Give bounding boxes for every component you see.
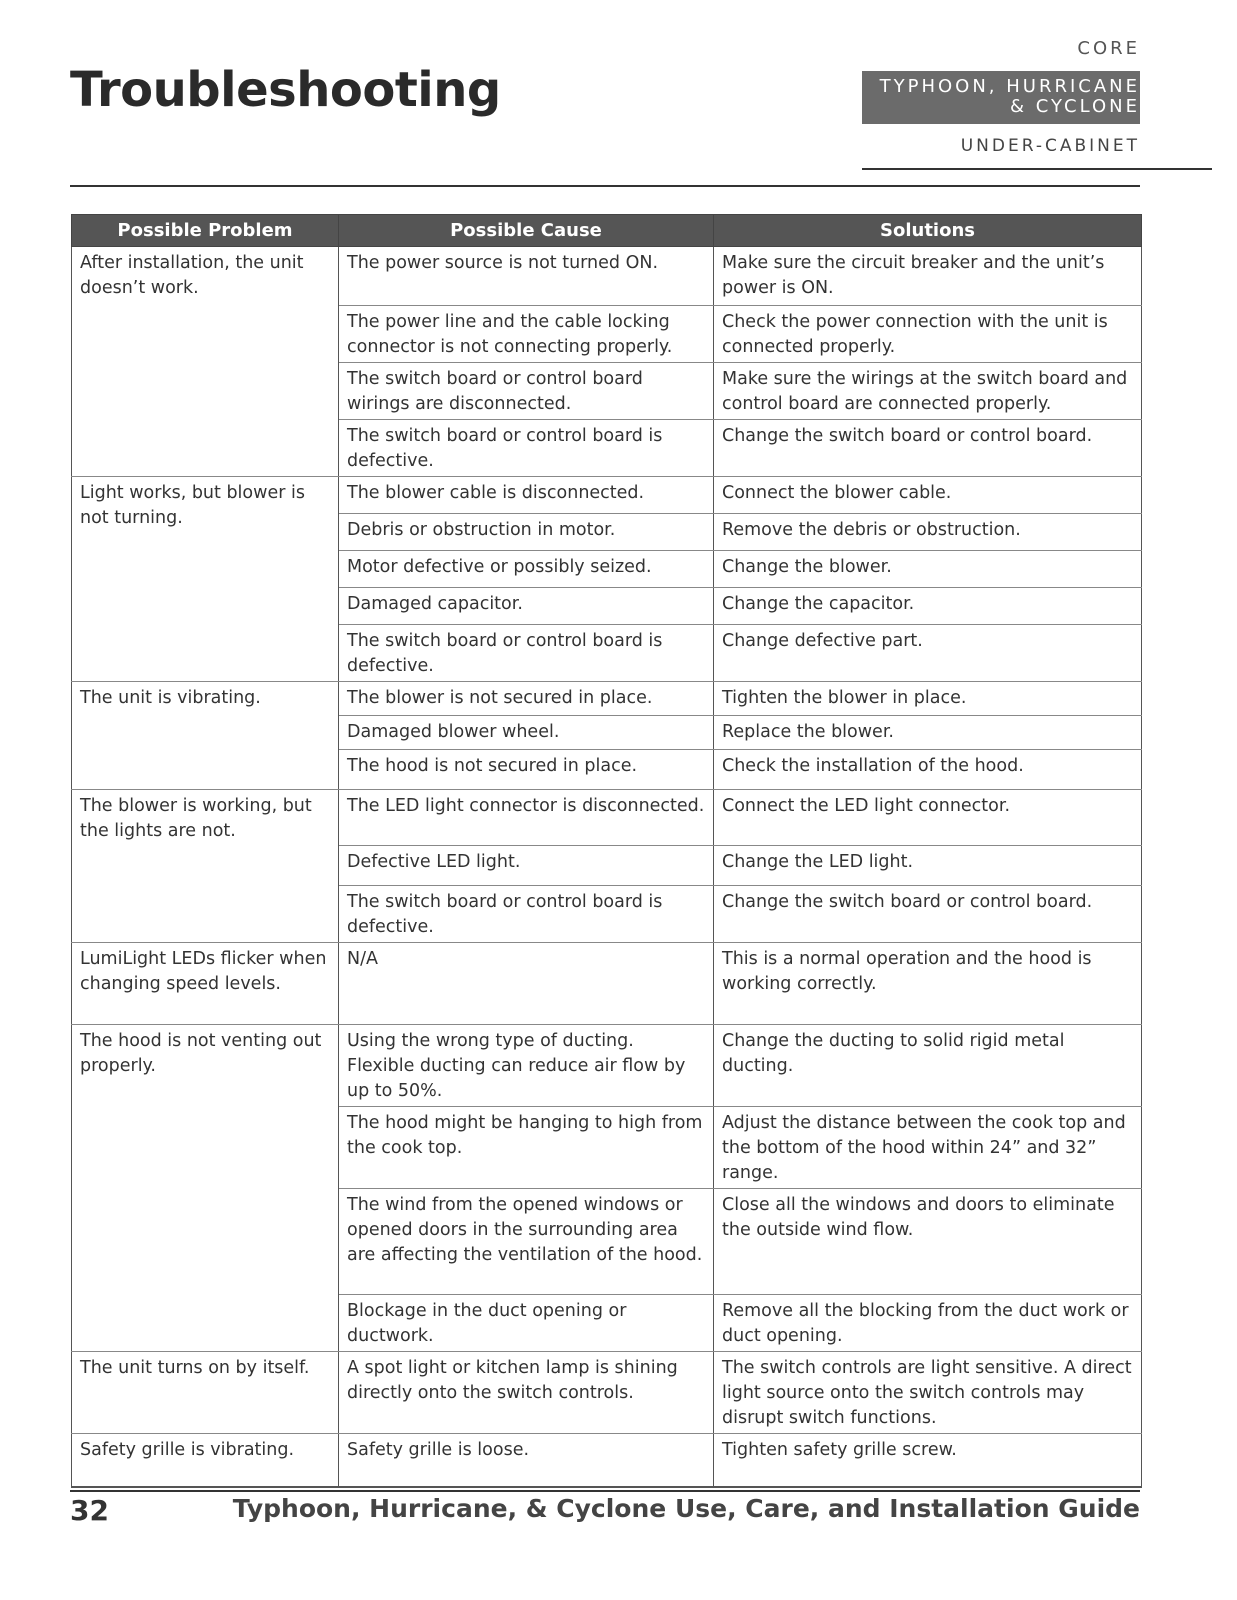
cause-cell: A spot light or kitchen lamp is shining directly onto the switch controls.: [339, 1352, 714, 1434]
cause-cell: The switch board or control board is defective.: [339, 625, 714, 682]
category-core-label: CORE: [1077, 38, 1140, 59]
table-header-row: [72, 215, 1142, 247]
cause-cell: The blower is not secured in place.: [339, 682, 714, 716]
header-possible-problem: Possible Problem: [72, 215, 339, 247]
cause-cell: The switch board or control board wirings are disconnected.: [339, 363, 714, 420]
solution-cell: The switch controls are light sensitive. A direct light source onto the switch controls may disrupt switch functions.: [714, 1352, 1142, 1434]
page-number: 32: [70, 1494, 109, 1527]
category-highlight-box: [862, 71, 1140, 124]
category-under-cabinet-label: UNDER-CABINET: [960, 136, 1140, 156]
cause-cell: Damaged blower wheel.: [339, 716, 714, 750]
solution-cell: Remove the debris or obstruction.: [714, 514, 1142, 551]
solution-cell: Remove all the blocking from the duct work or duct opening.: [714, 1295, 1142, 1352]
header-possible-cause: Possible Cause: [339, 215, 714, 247]
solution-cell: Change the switch board or control board.: [714, 886, 1142, 943]
cause-cell: The LED light connector is disconnected.: [339, 790, 714, 846]
solution-cell: Replace the blower.: [714, 716, 1142, 750]
cause-cell: The hood is not secured in place.: [339, 750, 714, 790]
solution-cell: Tighten the blower in place.: [714, 682, 1142, 716]
cause-cell: Motor defective or possibly seized.: [339, 551, 714, 588]
solution-cell: Make sure the circuit breaker and the unit’s power is ON.: [714, 247, 1142, 306]
table-row: [72, 477, 1142, 514]
solution-cell: Change the switch board or control board.: [714, 420, 1142, 477]
table-row: [72, 1434, 1142, 1487]
cause-cell: The wind from the opened windows or opened doors in the surrounding area are affecting the ventilation of the hood.: [339, 1189, 714, 1295]
table-row: [72, 247, 1142, 306]
cause-cell: Using the wrong type of ducting. Flexible ducting can reduce air flow by up to 50%.: [339, 1025, 714, 1107]
solution-cell: Make sure the wirings at the switch board and control board are connected properly.: [714, 363, 1142, 420]
table-body: [72, 247, 1142, 1487]
solution-cell: Change the ducting to solid rigid metal ducting.: [714, 1025, 1142, 1107]
cause-cell: The power line and the cable locking connector is not connecting properly.: [339, 306, 714, 363]
solution-cell: Check the power connection with the unit is connected properly.: [714, 306, 1142, 363]
problem-cell: The unit is vibrating.: [72, 682, 339, 790]
cause-cell: Damaged capacitor.: [339, 588, 714, 625]
solution-cell: Change defective part.: [714, 625, 1142, 682]
table-row: [72, 1025, 1142, 1107]
header-divider: [70, 185, 1140, 187]
problem-cell: The hood is not venting out properly.: [72, 1025, 339, 1352]
table-row: [72, 943, 1142, 1025]
solution-cell: Change the LED light.: [714, 846, 1142, 886]
solution-cell: Change the capacitor.: [714, 588, 1142, 625]
cause-cell: N/A: [339, 943, 714, 1025]
solution-cell: This is a normal operation and the hood is working correctly.: [714, 943, 1142, 1025]
cause-cell: Debris or obstruction in motor.: [339, 514, 714, 551]
solution-cell: Check the installation of the hood.: [714, 750, 1142, 790]
cause-cell: Safety grille is loose.: [339, 1434, 714, 1487]
problem-cell: Light works, but blower is not turning.: [72, 477, 339, 682]
cause-cell: The power source is not turned ON.: [339, 247, 714, 306]
solution-cell: Connect the blower cable.: [714, 477, 1142, 514]
cause-cell: The switch board or control board is defective.: [339, 886, 714, 943]
solution-cell: Change the blower.: [714, 551, 1142, 588]
solution-cell: Connect the LED light connector.: [714, 790, 1142, 846]
troubleshooting-table: [71, 214, 1142, 1488]
table-row: [72, 682, 1142, 716]
cause-cell: The blower cable is disconnected.: [339, 477, 714, 514]
solution-cell: Adjust the distance between the cook top and the bottom of the hood within 24” and 32” range.: [714, 1107, 1142, 1189]
cause-cell: The switch board or control board is defective.: [339, 420, 714, 477]
cause-cell: Defective LED light.: [339, 846, 714, 886]
solution-cell: Close all the windows and doors to eliminate the outside wind flow.: [714, 1189, 1142, 1295]
table-row: [72, 1352, 1142, 1434]
cause-cell: The hood might be hanging to high from the cook top.: [339, 1107, 714, 1189]
guide-title: Typhoon, Hurricane, & Cyclone Use, Care, and Installation Guide: [232, 1494, 1140, 1523]
category-highlight-label: TYPHOON, HURRICANE & CYCLONE: [879, 76, 1140, 117]
footer-divider: [70, 1490, 1140, 1492]
page-title: Troubleshooting: [70, 62, 501, 118]
header-solutions: Solutions: [714, 215, 1142, 247]
problem-cell: LumiLight LEDs flicker when changing speed levels.: [72, 943, 339, 1025]
problem-cell: Safety grille is vibrating.: [72, 1434, 339, 1487]
problem-cell: The unit turns on by itself.: [72, 1352, 339, 1434]
cause-cell: Blockage in the duct opening or ductwork.: [339, 1295, 714, 1352]
category-divider: [862, 168, 1212, 170]
problem-cell: After installation, the unit doesn’t work.: [72, 247, 339, 477]
problem-cell: The blower is working, but the lights are not.: [72, 790, 339, 943]
solution-cell: Tighten safety grille screw.: [714, 1434, 1142, 1487]
table-row: [72, 790, 1142, 846]
